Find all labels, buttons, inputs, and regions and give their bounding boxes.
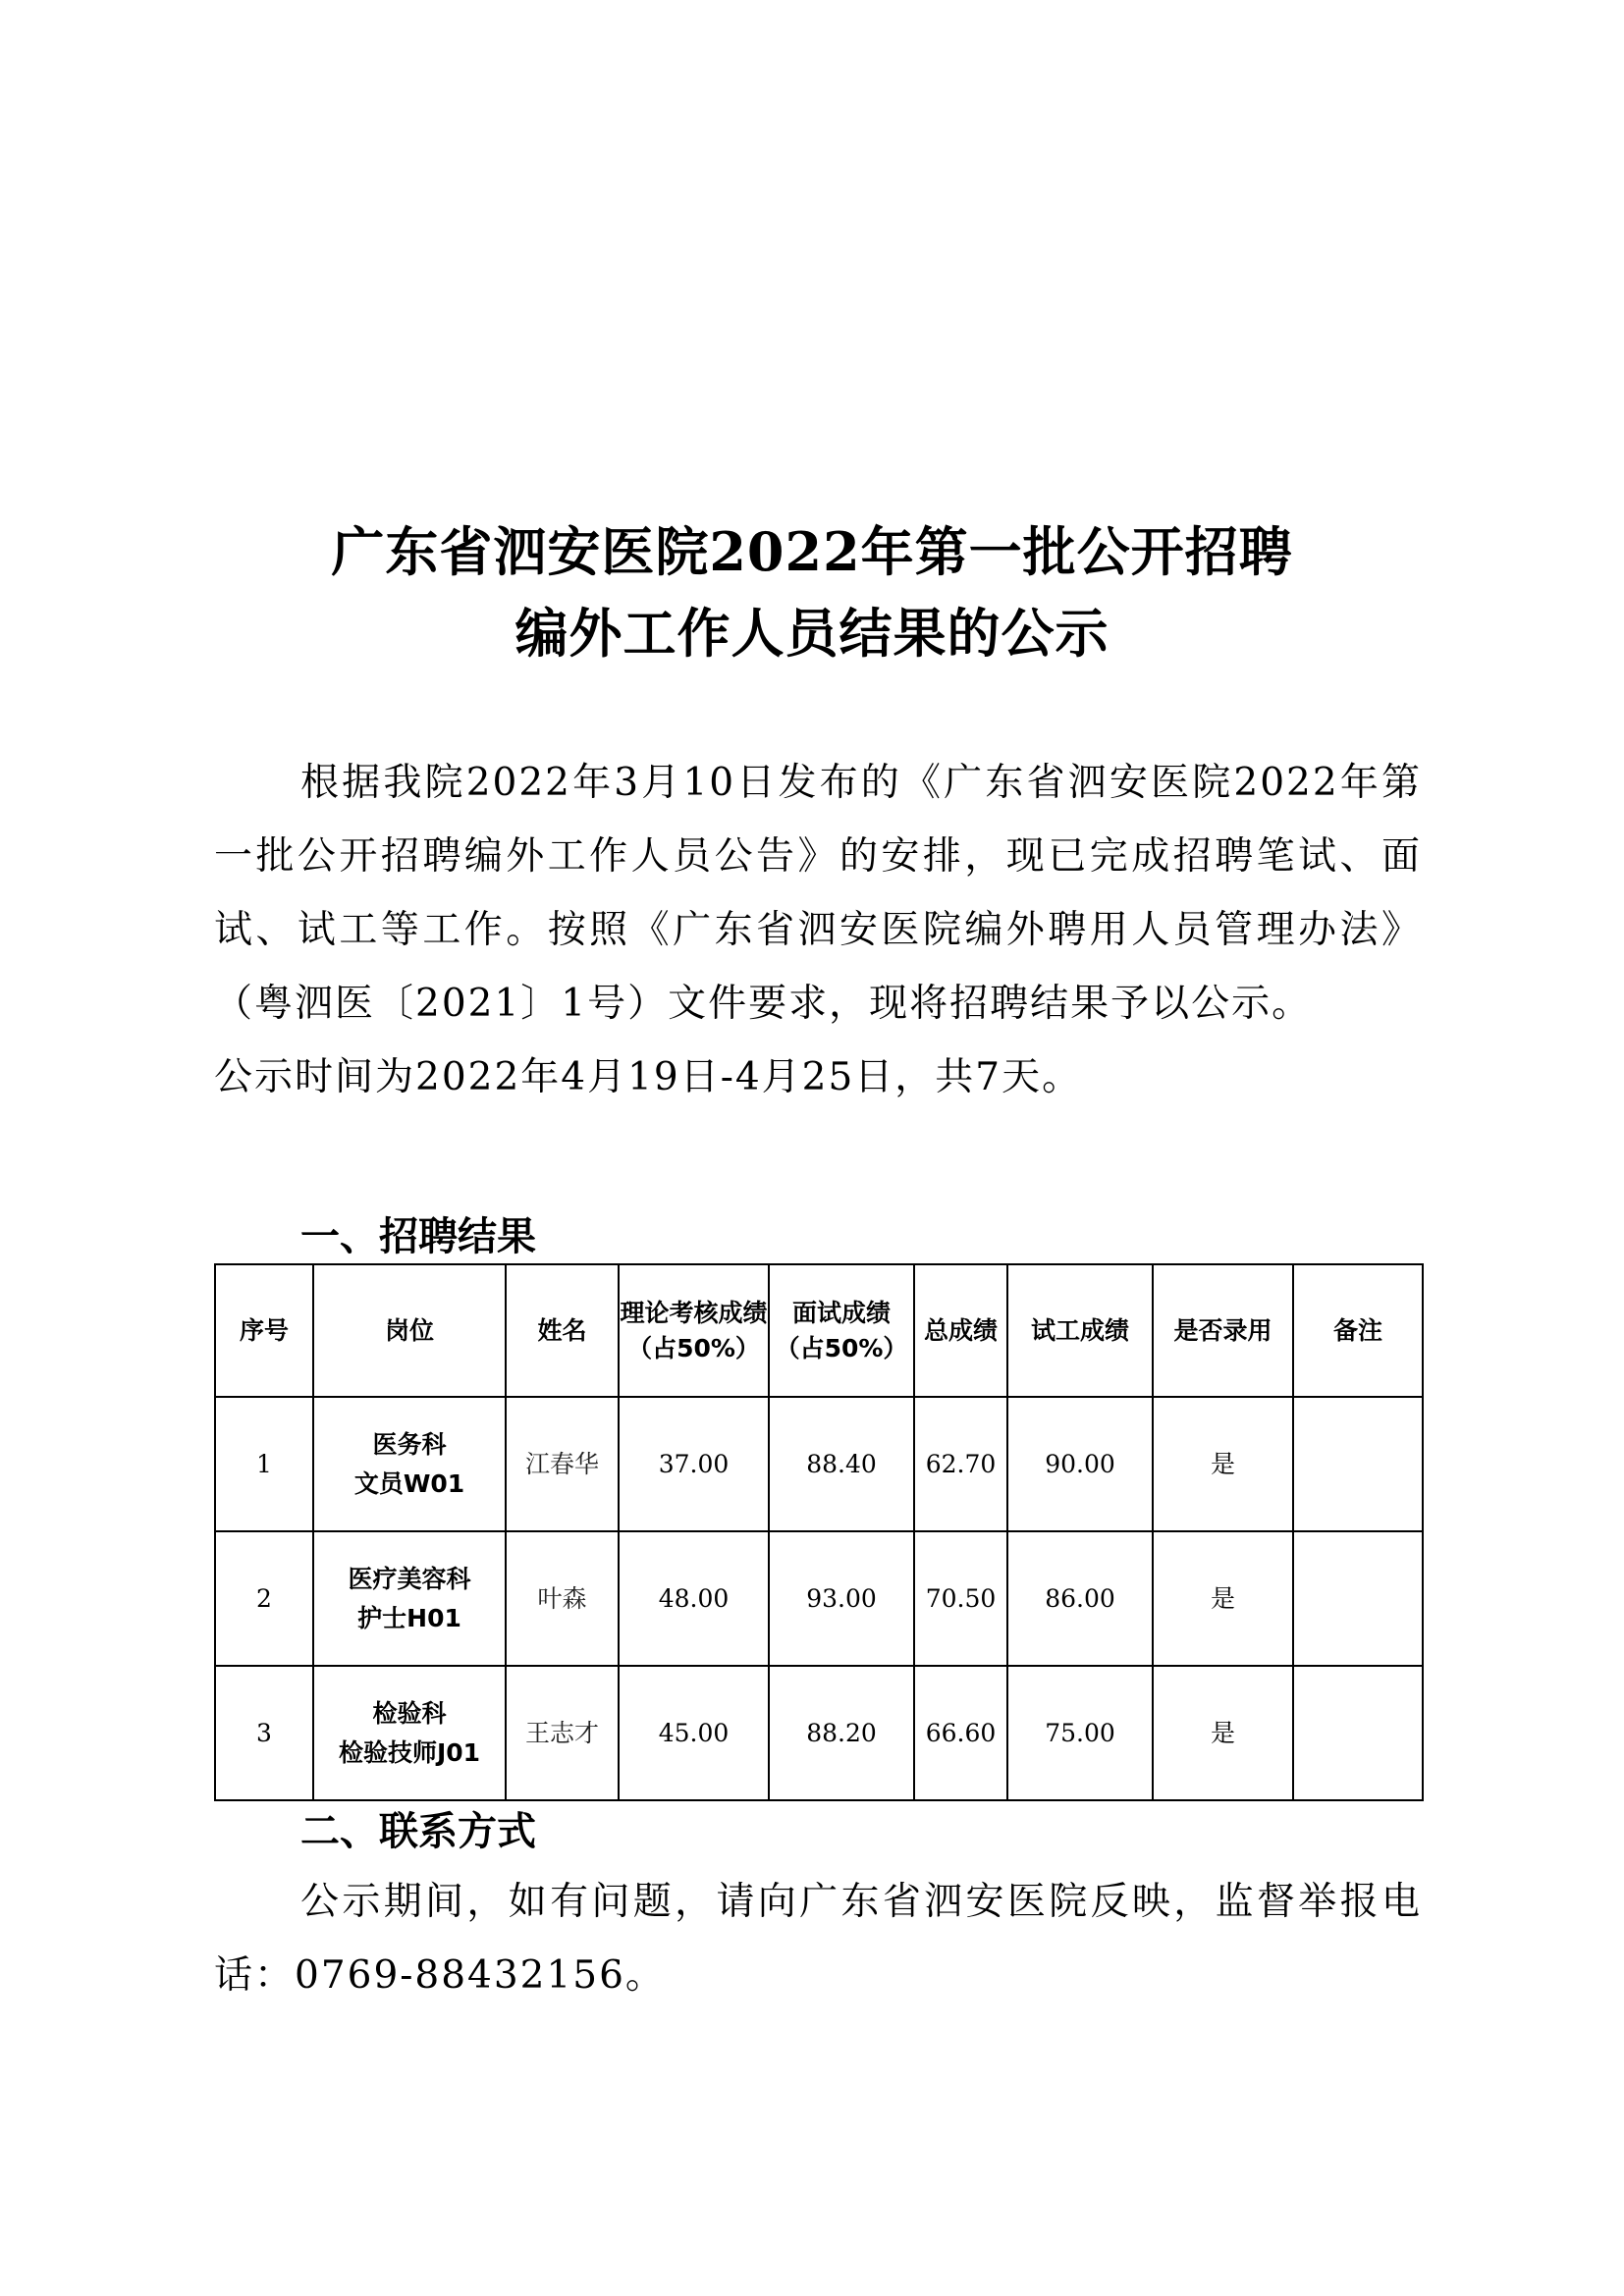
cell-post xyxy=(313,1666,506,1800)
contact-paragraph: 公示期间，如有问题，请向广东省泗安医院反映，监督举报电话：0769-88432156。 xyxy=(214,1880,1422,1998)
table-header-row xyxy=(215,1264,1423,1397)
header-hired: 是否录用 xyxy=(1153,1264,1293,1397)
cell-total: 62.70 xyxy=(914,1397,1007,1531)
header-remark: 备注 xyxy=(1293,1264,1423,1397)
cell-total: 66.60 xyxy=(914,1666,1007,1800)
cell-post-title: 文员W01 xyxy=(353,1468,465,1498)
cell-post-title: 检验技师J01 xyxy=(338,1737,481,1767)
intro-paragraph xyxy=(214,746,1422,1114)
cell-interview: 93.00 xyxy=(769,1531,914,1666)
section-heading-results: 一、招聘结果 xyxy=(300,1214,536,1259)
header-no: 序号 xyxy=(215,1264,313,1397)
cell-theory: 45.00 xyxy=(619,1666,769,1800)
cell-hired: 是 xyxy=(1153,1531,1293,1666)
cell-dept: 医务科 xyxy=(372,1429,447,1459)
intro-text: 根据我院2022年3月10日发布的《广东省泗安医院2022年第一批公开招聘编外工作人员公告》的安排，现已完成招聘笔试、面试、试工等工作。按照《广东省泗安医院编外聘用人员管理办法》（粤泗医〔2021〕1号）文件要求，现将招聘结果予以公示。 xyxy=(214,761,1422,1026)
cell-post-title: 护士H01 xyxy=(357,1603,461,1632)
table-row xyxy=(215,1397,1423,1531)
cell-remark xyxy=(1293,1666,1423,1800)
header-theory: 理论考核成绩（占50%） xyxy=(619,1264,769,1397)
cell-dept: 检验科 xyxy=(372,1698,447,1728)
header-total: 总成绩 xyxy=(914,1264,1007,1397)
document-title-line-1: 广东省泗安医院2022年第一批公开招聘 xyxy=(331,520,1293,583)
cell-trial: 86.00 xyxy=(1007,1531,1153,1666)
cell-remark xyxy=(1293,1397,1423,1531)
cell-name: 王志才 xyxy=(506,1666,619,1800)
cell-total: 70.50 xyxy=(914,1531,1007,1666)
cell-no: 2 xyxy=(215,1531,313,1666)
cell-name: 叶森 xyxy=(506,1531,619,1666)
header-post: 岗位 xyxy=(313,1264,506,1397)
results-table xyxy=(214,1263,1424,1801)
table-row xyxy=(215,1666,1423,1800)
cell-remark xyxy=(1293,1531,1423,1666)
header-trial: 试工成绩 xyxy=(1007,1264,1153,1397)
cell-theory: 48.00 xyxy=(619,1531,769,1666)
cell-no: 1 xyxy=(215,1397,313,1531)
table-row xyxy=(215,1531,1423,1666)
section-heading-contact: 二、联系方式 xyxy=(300,1809,536,1854)
cell-post xyxy=(313,1397,506,1531)
cell-theory: 37.00 xyxy=(619,1397,769,1531)
document-title-line-2: 编外工作人员结果的公示 xyxy=(514,602,1110,665)
header-interview: 面试成绩（占50%） xyxy=(769,1264,914,1397)
cell-trial: 90.00 xyxy=(1007,1397,1153,1531)
cell-trial: 75.00 xyxy=(1007,1666,1153,1800)
cell-post xyxy=(313,1531,506,1666)
cell-interview: 88.40 xyxy=(769,1397,914,1531)
period-text: 公示时间为2022年4月19日-4月25日，共7天。 xyxy=(214,1055,1083,1099)
cell-no: 3 xyxy=(215,1666,313,1800)
cell-interview: 88.20 xyxy=(769,1666,914,1800)
cell-name: 江春华 xyxy=(506,1397,619,1531)
cell-dept: 医疗美容科 xyxy=(348,1564,471,1593)
header-name: 姓名 xyxy=(506,1264,619,1397)
cell-hired: 是 xyxy=(1153,1666,1293,1800)
cell-hired: 是 xyxy=(1153,1397,1293,1531)
